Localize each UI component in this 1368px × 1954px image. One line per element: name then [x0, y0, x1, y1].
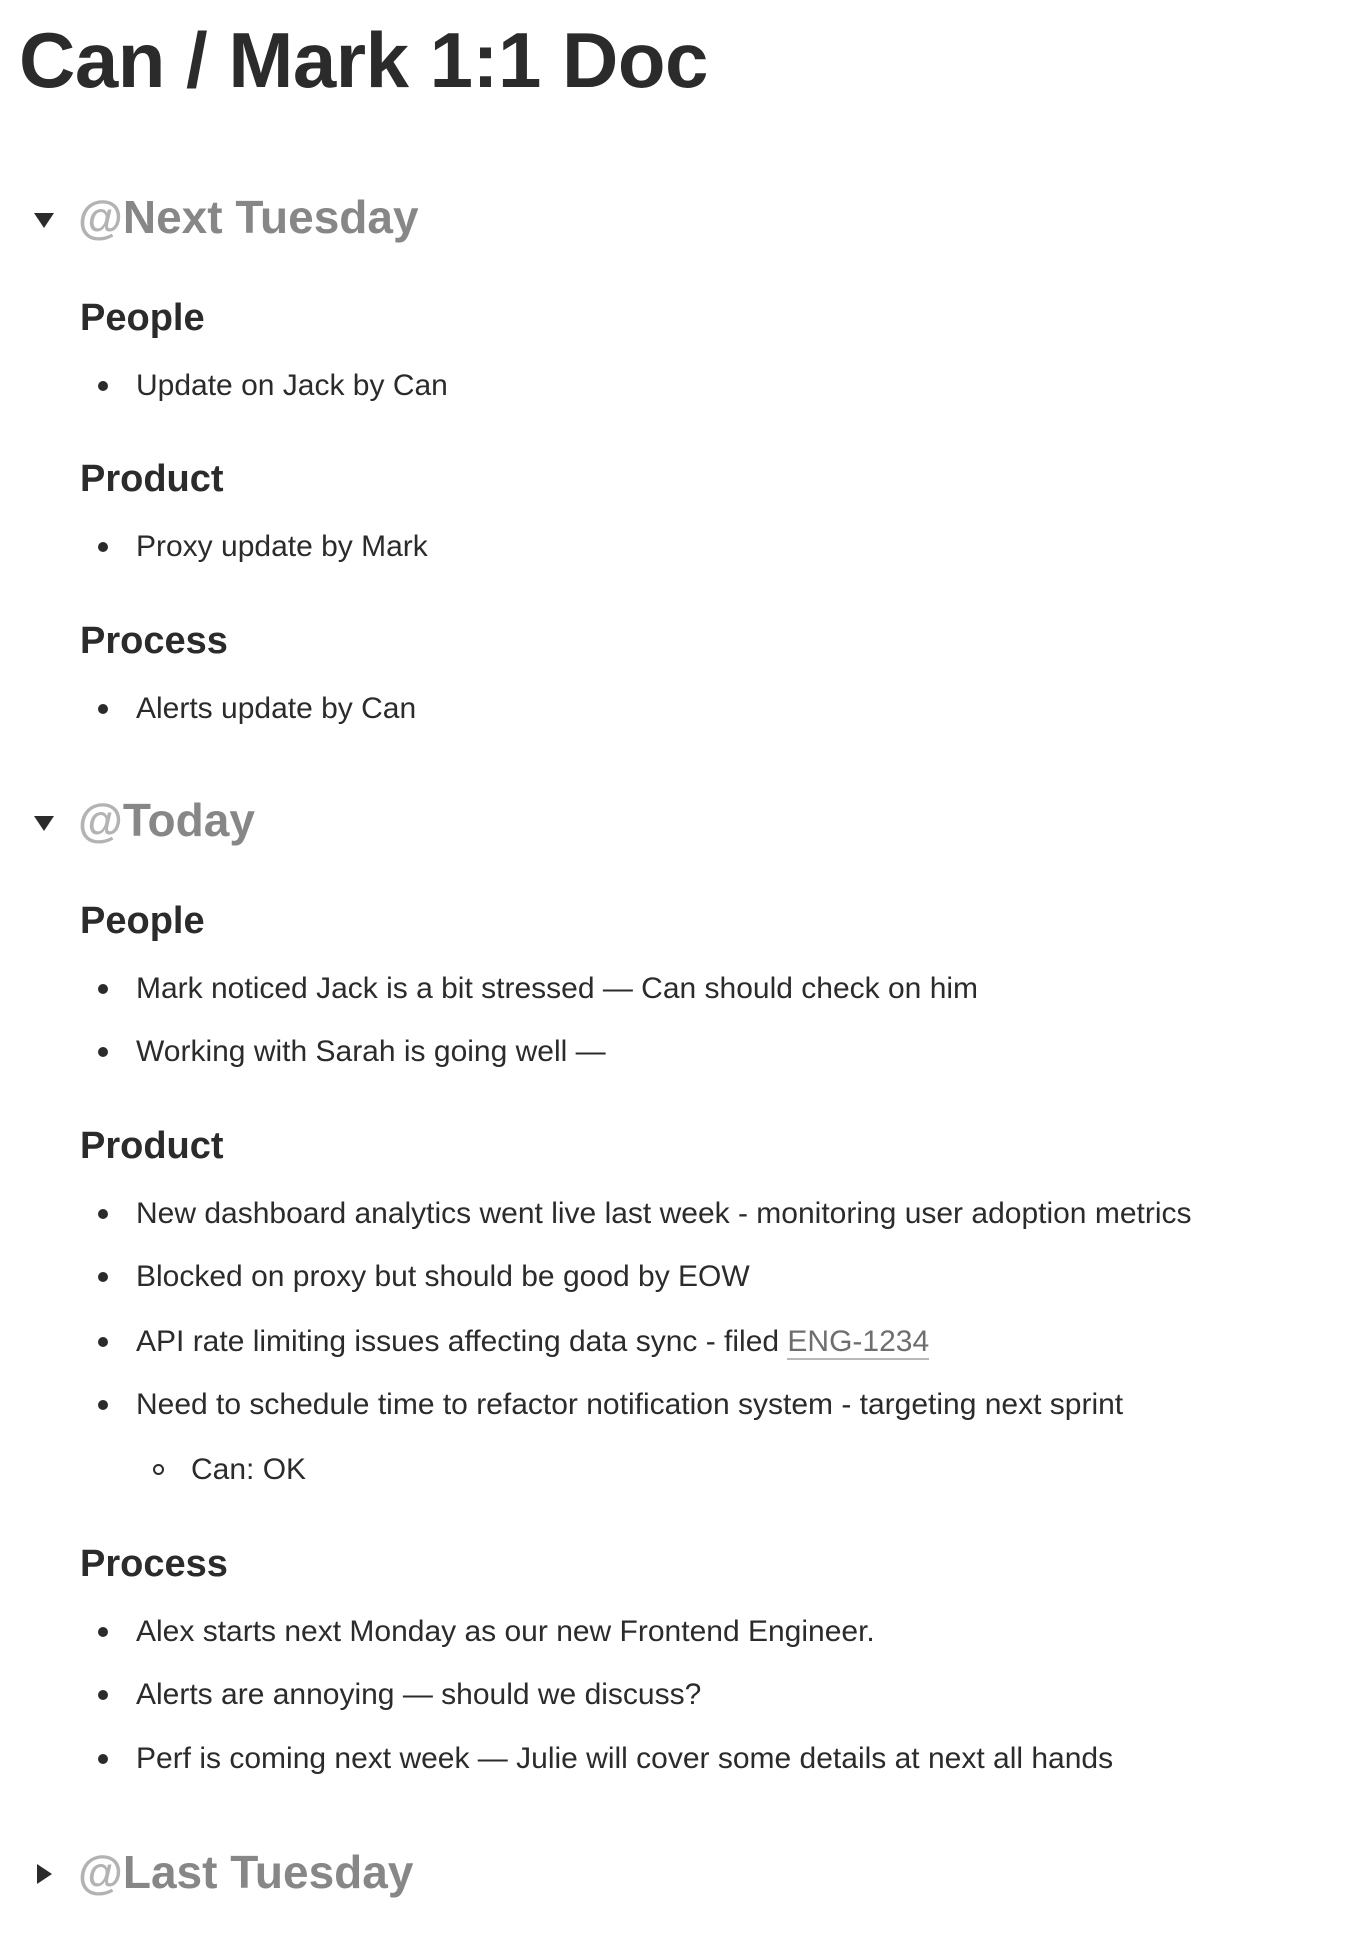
bullet-icon	[98, 1754, 108, 1764]
bullet-icon	[98, 1337, 108, 1347]
heading-product: Product	[80, 458, 224, 500]
list-item: Mark noticed Jack is a bit stressed — Can should check on him	[136, 972, 979, 1005]
at-symbol: @	[78, 191, 123, 243]
sub-list-item: Can: OK	[191, 1453, 307, 1486]
list-item: Alerts are annoying — should we discuss?	[136, 1678, 702, 1711]
date-label: Today	[122, 794, 255, 846]
bullet-icon	[98, 542, 108, 552]
list-item: Blocked on proxy but should be good by EOW	[136, 1260, 750, 1293]
list-item-text: API rate limiting issues affecting data sync - filed	[136, 1325, 788, 1358]
triangle-down-icon[interactable]	[34, 213, 54, 228]
at-symbol: @	[78, 1846, 123, 1898]
bullet-icon	[98, 1690, 108, 1700]
list-item: Working with Sarah is going well —	[136, 1035, 606, 1068]
triangle-right-icon[interactable]	[37, 1864, 52, 1884]
section-date-today[interactable]	[78, 793, 255, 848]
list-item	[136, 1324, 929, 1360]
at-symbol: @	[78, 794, 123, 846]
heading-process: Process	[80, 1543, 228, 1585]
date-label: Next Tuesday	[122, 191, 419, 243]
page-title: Can / Mark 1:1 Doc	[19, 16, 708, 104]
list-item: Alex starts next Monday as our new Frontend Engineer.	[136, 1615, 875, 1648]
bullet-icon	[98, 1400, 108, 1410]
date-label: Last Tuesday	[122, 1846, 414, 1898]
triangle-down-icon[interactable]	[34, 816, 54, 831]
hollow-bullet-icon	[153, 1464, 164, 1475]
list-item: Perf is coming next week — Julie will cover some details at next all hands	[136, 1742, 1114, 1775]
bullet-icon	[98, 704, 108, 714]
list-item: Update on Jack by Can	[136, 369, 448, 402]
list-item: Proxy update by Mark	[136, 530, 428, 563]
bullet-icon	[98, 1627, 108, 1637]
heading-people: People	[80, 297, 205, 339]
section-date-last-tuesday[interactable]	[78, 1845, 413, 1900]
list-item: Need to schedule time to refactor notification system - targeting next sprint	[136, 1388, 1124, 1421]
section-date-next-tuesday[interactable]	[78, 190, 419, 245]
bullet-icon	[98, 1272, 108, 1282]
issue-link-eng-1234[interactable]: ENG-1234	[787, 1325, 930, 1358]
bullet-icon	[98, 1209, 108, 1219]
bullet-icon	[98, 984, 108, 994]
bullet-icon	[98, 1047, 108, 1057]
bullet-icon	[98, 381, 108, 391]
heading-process: Process	[80, 620, 228, 662]
list-item: New dashboard analytics went live last week - monitoring user adoption metrics	[136, 1197, 1192, 1230]
heading-product: Product	[80, 1125, 224, 1167]
list-item: Alerts update by Can	[136, 692, 417, 725]
heading-people: People	[80, 900, 205, 942]
